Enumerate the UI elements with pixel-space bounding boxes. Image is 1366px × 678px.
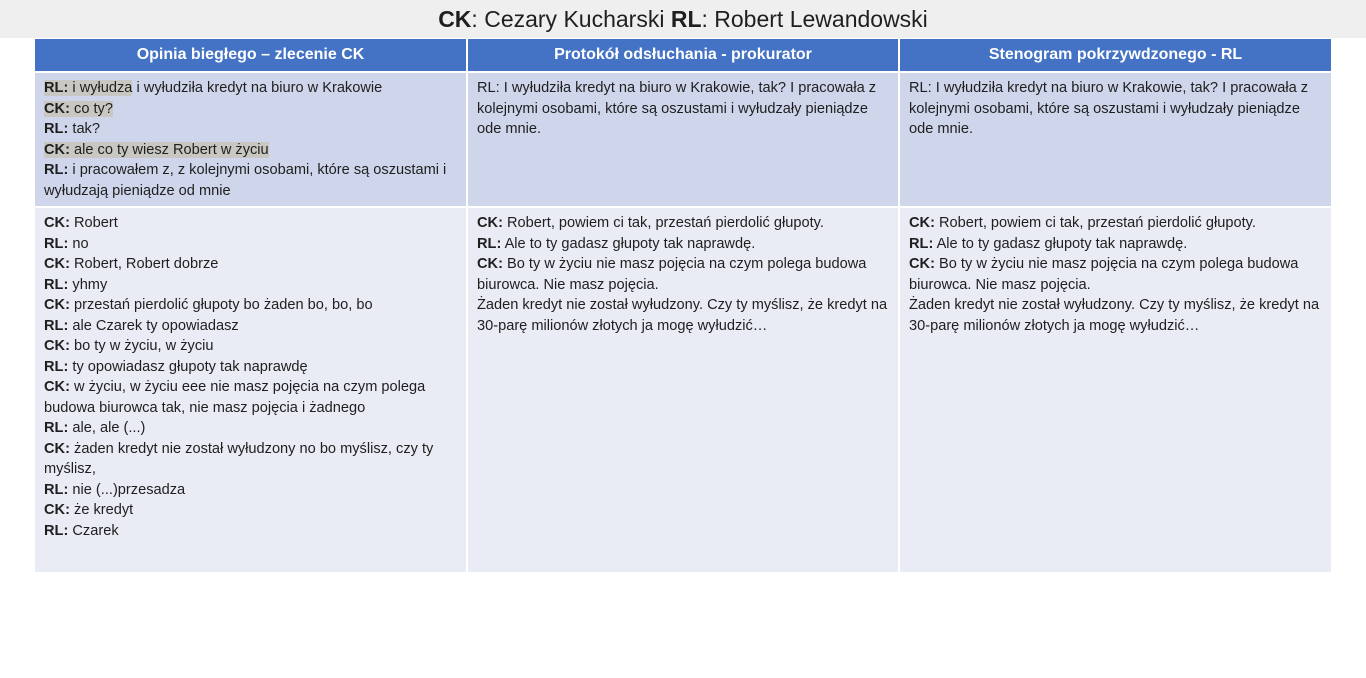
speaker-label: CK: (44, 297, 70, 313)
line-text: ale, ale (...) (72, 420, 146, 436)
dialogue-line (44, 480, 457, 501)
table-row (35, 207, 1331, 573)
line-text: ale co ty wiesz Robert w życiu (74, 141, 269, 158)
speaker-label: RL: (44, 235, 69, 252)
line-text: Ale to ty gadasz głupoty tak naprawdę. (936, 235, 1188, 252)
dialogue-line (44, 439, 457, 480)
dialogue-line (44, 336, 457, 357)
line-text: yhmy (72, 276, 108, 293)
line-text: że kredyt (74, 502, 134, 518)
speaker-label: CK: (44, 379, 70, 395)
speaker-label: RL: (44, 121, 69, 137)
speaker-label: RL: (44, 317, 69, 334)
speaker-label: CK: (44, 256, 70, 272)
line-text: ty opowiadasz głupoty tak naprawdę (72, 358, 308, 375)
line-text: bo ty w życiu, w życiu (74, 338, 214, 354)
line-text: Robert, powiem ci tak, przestań pierdolić głupoty. (507, 215, 824, 231)
line-text: i wyłudza (72, 80, 133, 96)
line-text: i wyłudziła kredyt na biuro w Krakowie (136, 80, 383, 96)
cell-expert-opinion-1 (35, 72, 467, 207)
line-text: nie (...)przesadza (72, 481, 186, 498)
line-text: Bo ty w życiu nie masz pojęcia na czym polega budowa biurowca. Nie masz pojęcia. (477, 256, 867, 293)
dialogue-line (44, 78, 457, 99)
speaker-label: RL: (44, 276, 69, 293)
speaker-label: CK: (477, 256, 503, 272)
dialogue-line (44, 418, 457, 439)
line-text: tak? (72, 121, 100, 137)
table-header-row (35, 39, 1331, 72)
speaker-label: CK: (44, 215, 70, 231)
column-header-prosecutor-protocol: Protokół odsłuchania - prokurator (467, 39, 899, 72)
dialogue-line (909, 254, 1322, 295)
dialogue-line (44, 213, 457, 234)
paragraph-text: Żaden kredyt nie został wyłudzony. Czy ty myślisz, że kredyt na 30-parę milionów złotych ja mogę wyłudzić… (477, 297, 888, 334)
dialogue-line (44, 140, 457, 161)
dialogue-line (44, 119, 457, 140)
line-text: no (72, 235, 89, 252)
dialogue-line (44, 295, 457, 316)
dialogue-line (44, 500, 457, 521)
speaker-label: CK: (909, 256, 935, 272)
column-header-victim-transcript: Stenogram pokrzywdzonego - RL (899, 39, 1331, 72)
dialogue-line (44, 275, 457, 296)
dialogue-line (909, 234, 1322, 255)
speaker-label: RL: (44, 522, 69, 539)
ck-name: Cezary Kucharski (484, 6, 665, 32)
line-text: przestań pierdolić głupoty bo żaden bo, bo, bo (74, 297, 373, 313)
line-text: ale Czarek ty opowiadasz (72, 317, 239, 334)
speaker-label: RL: (44, 162, 69, 178)
line-text: Robert, Robert dobrze (74, 256, 219, 272)
line-text: co ty? (74, 100, 113, 117)
speaker-label: RL: (477, 235, 502, 252)
speaker-label: RL: (909, 235, 934, 252)
speaker-label: CK: (477, 215, 503, 231)
line-text: żaden kredyt nie został wyłudzony no bo myślisz, czy ty myślisz, (44, 440, 434, 477)
speaker-label: RL: (44, 358, 69, 375)
paragraph-text: RL: I wyłudziła kredyt na biuro w Krakowie, tak? I pracowała z kolejnymi osobami, które są oszustami i wyłudzały pieniądze ode mnie. (477, 80, 877, 137)
cell-expert-opinion-2 (35, 207, 467, 573)
comparison-table (35, 39, 1331, 574)
table-row (35, 72, 1331, 207)
speaker-label: CK: (44, 338, 70, 354)
dialogue-line (44, 316, 457, 337)
dialogue-line (44, 99, 457, 120)
line-text: Bo ty w życiu nie masz pojęcia na czym polega budowa biurowca. Nie masz pojęcia. (909, 256, 1299, 293)
dialogue-line (44, 160, 457, 201)
dialogue-line (477, 234, 889, 255)
dialogue-line (44, 377, 457, 418)
dialogue-line (909, 213, 1322, 234)
line-text: w życiu, w życiu eee nie masz pojęcia na czym polega budowa biurowca tak, nie masz pojęcia i żadnego (44, 379, 426, 416)
speaker-label: CK: (44, 141, 70, 158)
dialogue-line (477, 254, 889, 295)
dialogue-line (477, 213, 889, 234)
cell-victim-transcript-2 (899, 207, 1331, 573)
paragraph-text: Żaden kredyt nie został wyłudzony. Czy ty myślisz, że kredyt na 30-parę milionów złotych ja mogę wyłudzić… (909, 297, 1320, 334)
speaker-label: CK: (44, 502, 70, 518)
paragraph-text: RL: I wyłudziła kredyt na biuro w Krakowie, tak? I pracowała z kolejnymi osobami, które są oszustami i wyłudzały pieniądze ode mnie. (909, 80, 1309, 137)
cell-prosecutor-protocol-1 (467, 72, 899, 207)
line-text: i pracowałem z, z kolejnymi osobami, które są oszustami i wyłudzają pieniądze od mnie (44, 162, 447, 199)
slide-title: CK: Cezary Kucharski RL: Robert Lewandowski (0, 0, 1366, 38)
dialogue-line (44, 521, 457, 542)
dialogue-line (44, 234, 457, 255)
speaker-label: CK: (909, 215, 935, 231)
speaker-label: CK: (44, 440, 70, 457)
rl-abbreviation: RL (670, 6, 702, 32)
cell-victim-transcript-1 (899, 72, 1331, 207)
line-text: Robert, powiem ci tak, przestań pierdolić głupoty. (939, 215, 1256, 231)
speaker-label: CK: (44, 100, 70, 117)
line-text: Robert (74, 215, 118, 231)
dialogue-line (44, 254, 457, 275)
rl-name: Robert Lewandowski (714, 6, 928, 32)
speaker-label: RL: (44, 80, 69, 96)
cell-prosecutor-protocol-2 (467, 207, 899, 573)
line-text: Ale to ty gadasz głupoty tak naprawdę. (504, 235, 756, 252)
column-header-expert-opinion: Opinia biegłego – zlecenie CK (35, 39, 467, 72)
speaker-label: RL: (44, 420, 69, 436)
line-text: Czarek (72, 522, 119, 539)
dialogue-line (44, 357, 457, 378)
ck-abbreviation: CK (438, 6, 472, 32)
speaker-label: RL: (44, 481, 69, 498)
